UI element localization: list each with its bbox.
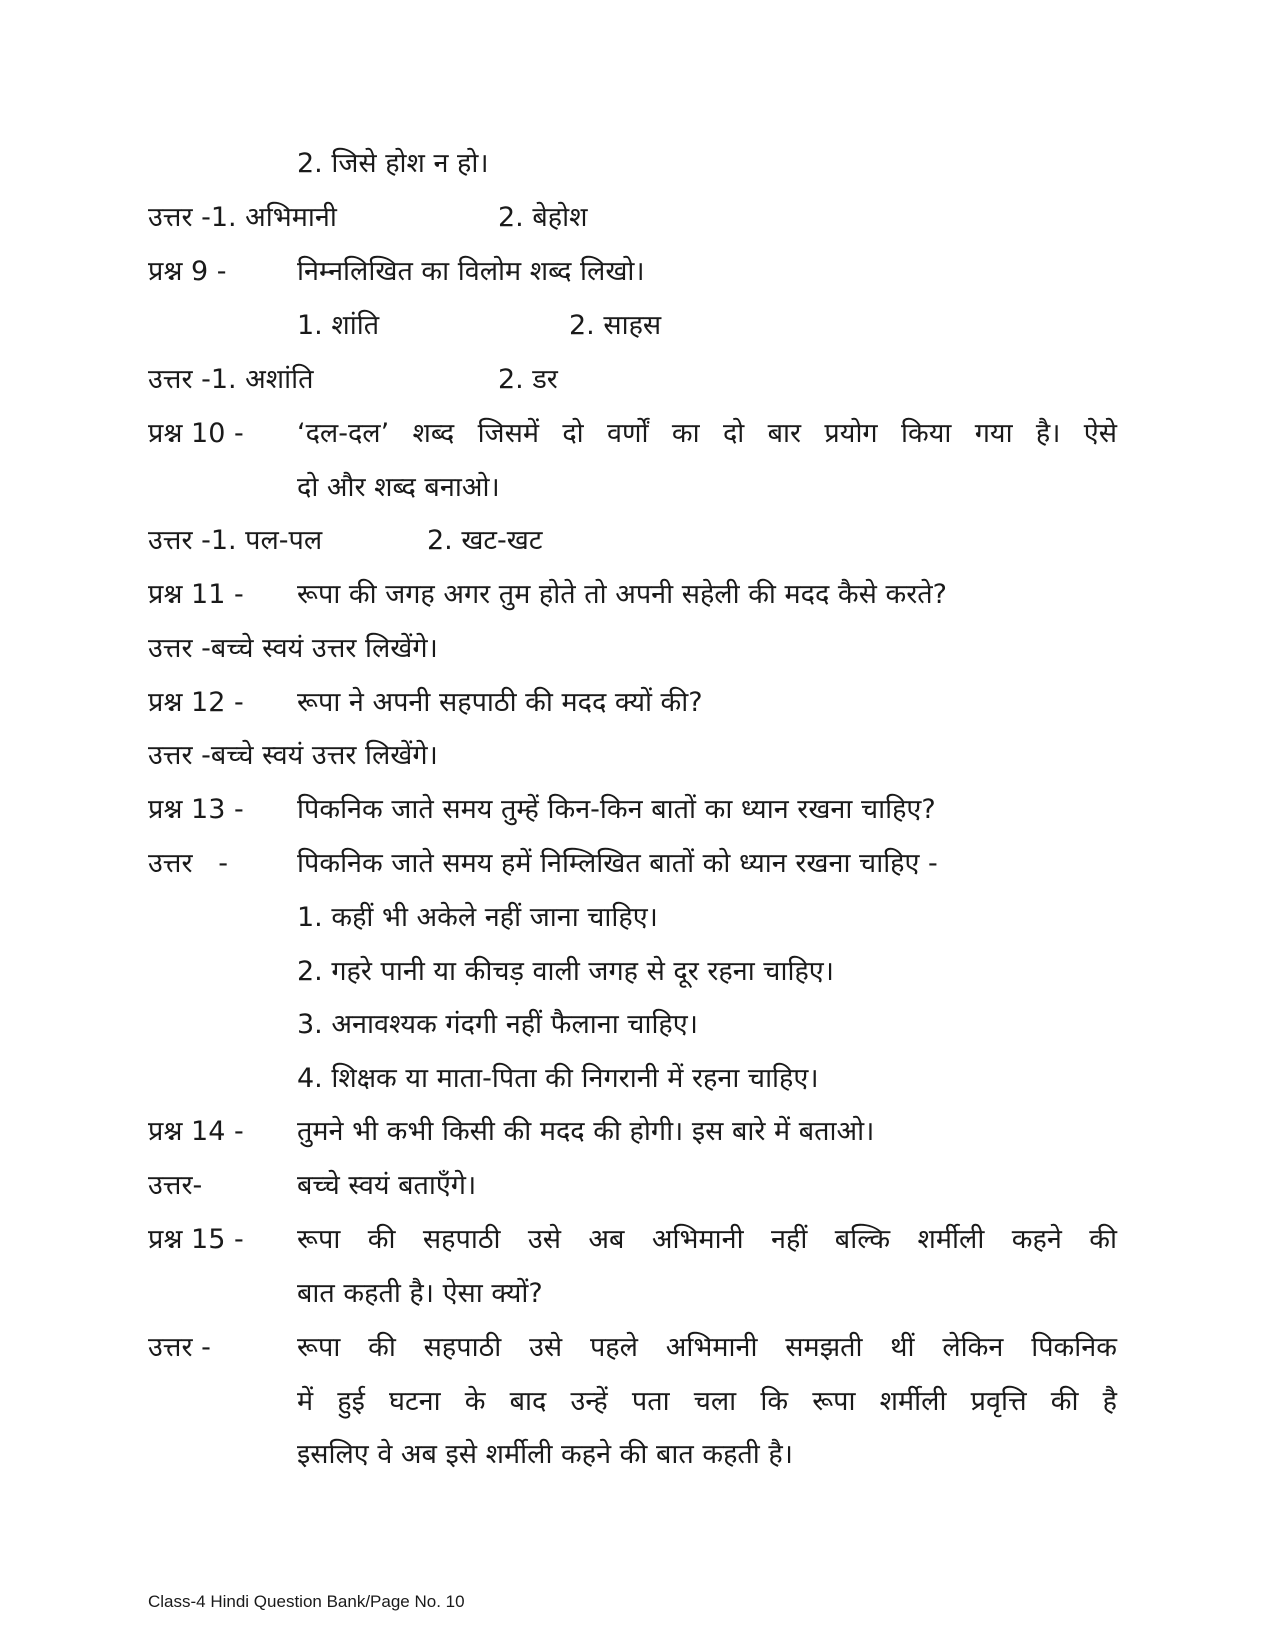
- line-a15: [0, 1320, 1275, 1376]
- question-text: रूपा की सहपाठी उसे अब अभिमानी नहीं बल्कि शर्मीली कहने की: [297, 1224, 1117, 1255]
- question-text: पिकनिक जाते समय तुम्हें किन-किन बातों का ध्यान रखना चाहिए?: [297, 794, 936, 825]
- page-footer: Class-4 Hindi Question Bank/Page No. 10: [148, 1592, 465, 1611]
- line-q10: [0, 406, 1275, 462]
- answer-text: पिकनिक जाते समय हमें निम्लिखित बातों को ध्यान रखना चाहिए -: [297, 848, 938, 879]
- question-label: प्रश्न 12 -: [148, 687, 244, 718]
- answer-text: उत्तर -बच्चे स्वयं उत्तर लिखेंगे।: [148, 633, 438, 664]
- question-label: प्रश्न 15 -: [148, 1224, 244, 1255]
- line-a13-point3: [0, 997, 1275, 1053]
- question-text: तुमने भी कभी किसी की मदद की होगी। इस बारे में बताओ।: [297, 1116, 875, 1147]
- line-q15: [0, 1212, 1275, 1268]
- line-a13: [0, 836, 1275, 892]
- line-a13-point4: [0, 1051, 1275, 1107]
- question-text: बात कहती है। ऐसा क्यों?: [297, 1278, 543, 1309]
- answer-label: उत्तर-: [148, 1170, 203, 1201]
- line-a11: [0, 621, 1275, 677]
- answer-col2: 2. बेहोश: [498, 202, 588, 233]
- line-a12: [0, 728, 1275, 784]
- question-label: प्रश्न 10 -: [148, 418, 244, 449]
- line-a15-cont2: [0, 1427, 1275, 1483]
- answer-text: रूपा की सहपाठी उसे पहले अभिमानी समझती थीं लेकिन पिकनिक: [297, 1332, 1117, 1363]
- answer-label: उत्तर -1. अशांति: [148, 364, 314, 395]
- line-a9: [0, 352, 1275, 408]
- question-text: 2. जिसे होश न हो।: [297, 148, 489, 179]
- option-2: 2. साहस: [569, 310, 662, 341]
- line-q14: [0, 1104, 1275, 1160]
- answer-label: उत्तर -1. पल-पल: [148, 525, 323, 556]
- line-q8-item2: [0, 136, 1275, 192]
- line-q9: [0, 244, 1275, 300]
- answer-point: 4. शिक्षक या माता-पिता की निगरानी में रहना चाहिए।: [297, 1063, 819, 1094]
- question-label: प्रश्न 11 -: [148, 579, 244, 610]
- line-a10: [0, 513, 1275, 569]
- answer-label: उत्तर -: [148, 1332, 211, 1363]
- line-q9-options: [0, 298, 1275, 354]
- line-a14: [0, 1158, 1275, 1214]
- answer-label: उत्तर -1. अभिमानी: [148, 202, 337, 233]
- answer-point: 1. कहीं भी अकेले नहीं जाना चाहिए।: [297, 902, 658, 933]
- line-q11: [0, 567, 1275, 623]
- answer-text: इसलिए वे अब इसे शर्मीली कहने की बात कहती है।: [297, 1439, 793, 1470]
- answer-point: 2. गहरे पानी या कीचड़ वाली जगह से दूर रहना चाहिए।: [297, 956, 834, 987]
- line-a15-cont1: [0, 1374, 1275, 1430]
- answer-label: उत्तर -: [148, 848, 228, 879]
- line-q15-cont: [0, 1266, 1275, 1322]
- question-text: रूपा ने अपनी सहपाठी की मदद क्यों की?: [297, 687, 703, 718]
- question-text: रूपा की जगह अगर तुम होते तो अपनी सहेली की मदद कैसे करते?: [297, 579, 947, 610]
- answer-point: 3. अनावश्यक गंदगी नहीं फैलाना चाहिए।: [297, 1009, 698, 1040]
- line-a8: [0, 190, 1275, 246]
- line-q13: [0, 782, 1275, 838]
- question-label: प्रश्न 13 -: [148, 794, 244, 825]
- question-text: ‘दल-दल’ शब्द जिसमें दो वर्णों का दो बार प्रयोग किया गया है। ऐसे: [297, 418, 1117, 449]
- line-a13-point2: [0, 944, 1275, 1000]
- line-q10-cont: [0, 460, 1275, 516]
- question-label: प्रश्न 9 -: [148, 256, 227, 287]
- question-label: प्रश्न 14 -: [148, 1116, 244, 1147]
- answer-col2: 2. खट-खट: [427, 525, 543, 556]
- answer-text: उत्तर -बच्चे स्वयं उत्तर लिखेंगे।: [148, 740, 438, 771]
- answer-text: में हुई घटना के बाद उन्हें पता चला कि रूपा शर्मीली प्रवृत्ति की है: [297, 1386, 1117, 1417]
- answer-col2: 2. डर: [498, 364, 558, 395]
- answer-text: बच्चे स्वयं बताएँगे।: [297, 1170, 477, 1201]
- line-q12: [0, 675, 1275, 731]
- option-1: 1. शांति: [297, 310, 380, 341]
- line-a13-point1: [0, 890, 1275, 946]
- question-text: निम्नलिखित का विलोम शब्द लिखो।: [297, 256, 645, 287]
- question-text: दो और शब्द बनाओ।: [297, 472, 500, 503]
